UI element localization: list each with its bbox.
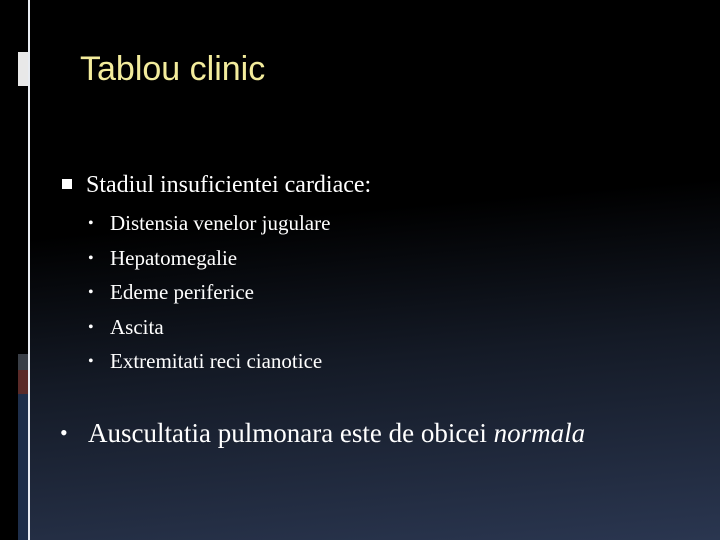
- dot-bullet-icon: •: [60, 420, 68, 445]
- dot-bullet-icon: •: [88, 353, 94, 370]
- strip-accent-bar-blue: [18, 394, 28, 540]
- list-item: [88, 206, 330, 241]
- slide-title: Tablou clinic: [80, 50, 266, 88]
- list-item: [88, 241, 330, 276]
- strip-accent-bar-top: [18, 52, 28, 86]
- dot-bullet-icon: •: [88, 318, 94, 336]
- list-item: [88, 310, 330, 345]
- square-bullet-icon: [62, 179, 72, 189]
- dot-bullet-icon: •: [88, 249, 94, 267]
- list-item: [88, 344, 330, 379]
- dot-bullet-icon: •: [88, 284, 94, 301]
- list-item-text: Hepatomegalie: [110, 245, 238, 270]
- strip-divider-line: [28, 0, 30, 540]
- list-item-text: Distensia venelor jugulare: [110, 211, 331, 235]
- list-item-text: Edeme periferice: [110, 280, 254, 304]
- second-bullet-text: Auscultatia pulmonara este de obicei: [88, 418, 494, 448]
- list-item-text: Ascita: [110, 314, 164, 339]
- second-bullet-emphasis: normala: [493, 418, 586, 448]
- main-bullet: [62, 172, 371, 199]
- list-item: [88, 275, 330, 310]
- second-bullet: [60, 418, 585, 449]
- list-item-text: Extremitati reci cianotice: [110, 349, 323, 373]
- strip-accent-bar-red: [18, 370, 28, 394]
- dot-bullet-icon: •: [88, 215, 94, 232]
- sub-bullet-list: [88, 206, 330, 379]
- main-bullet-text: Stadiul insuficientei cardiace:: [86, 172, 372, 198]
- strip-accent-bar-gray: [18, 354, 28, 370]
